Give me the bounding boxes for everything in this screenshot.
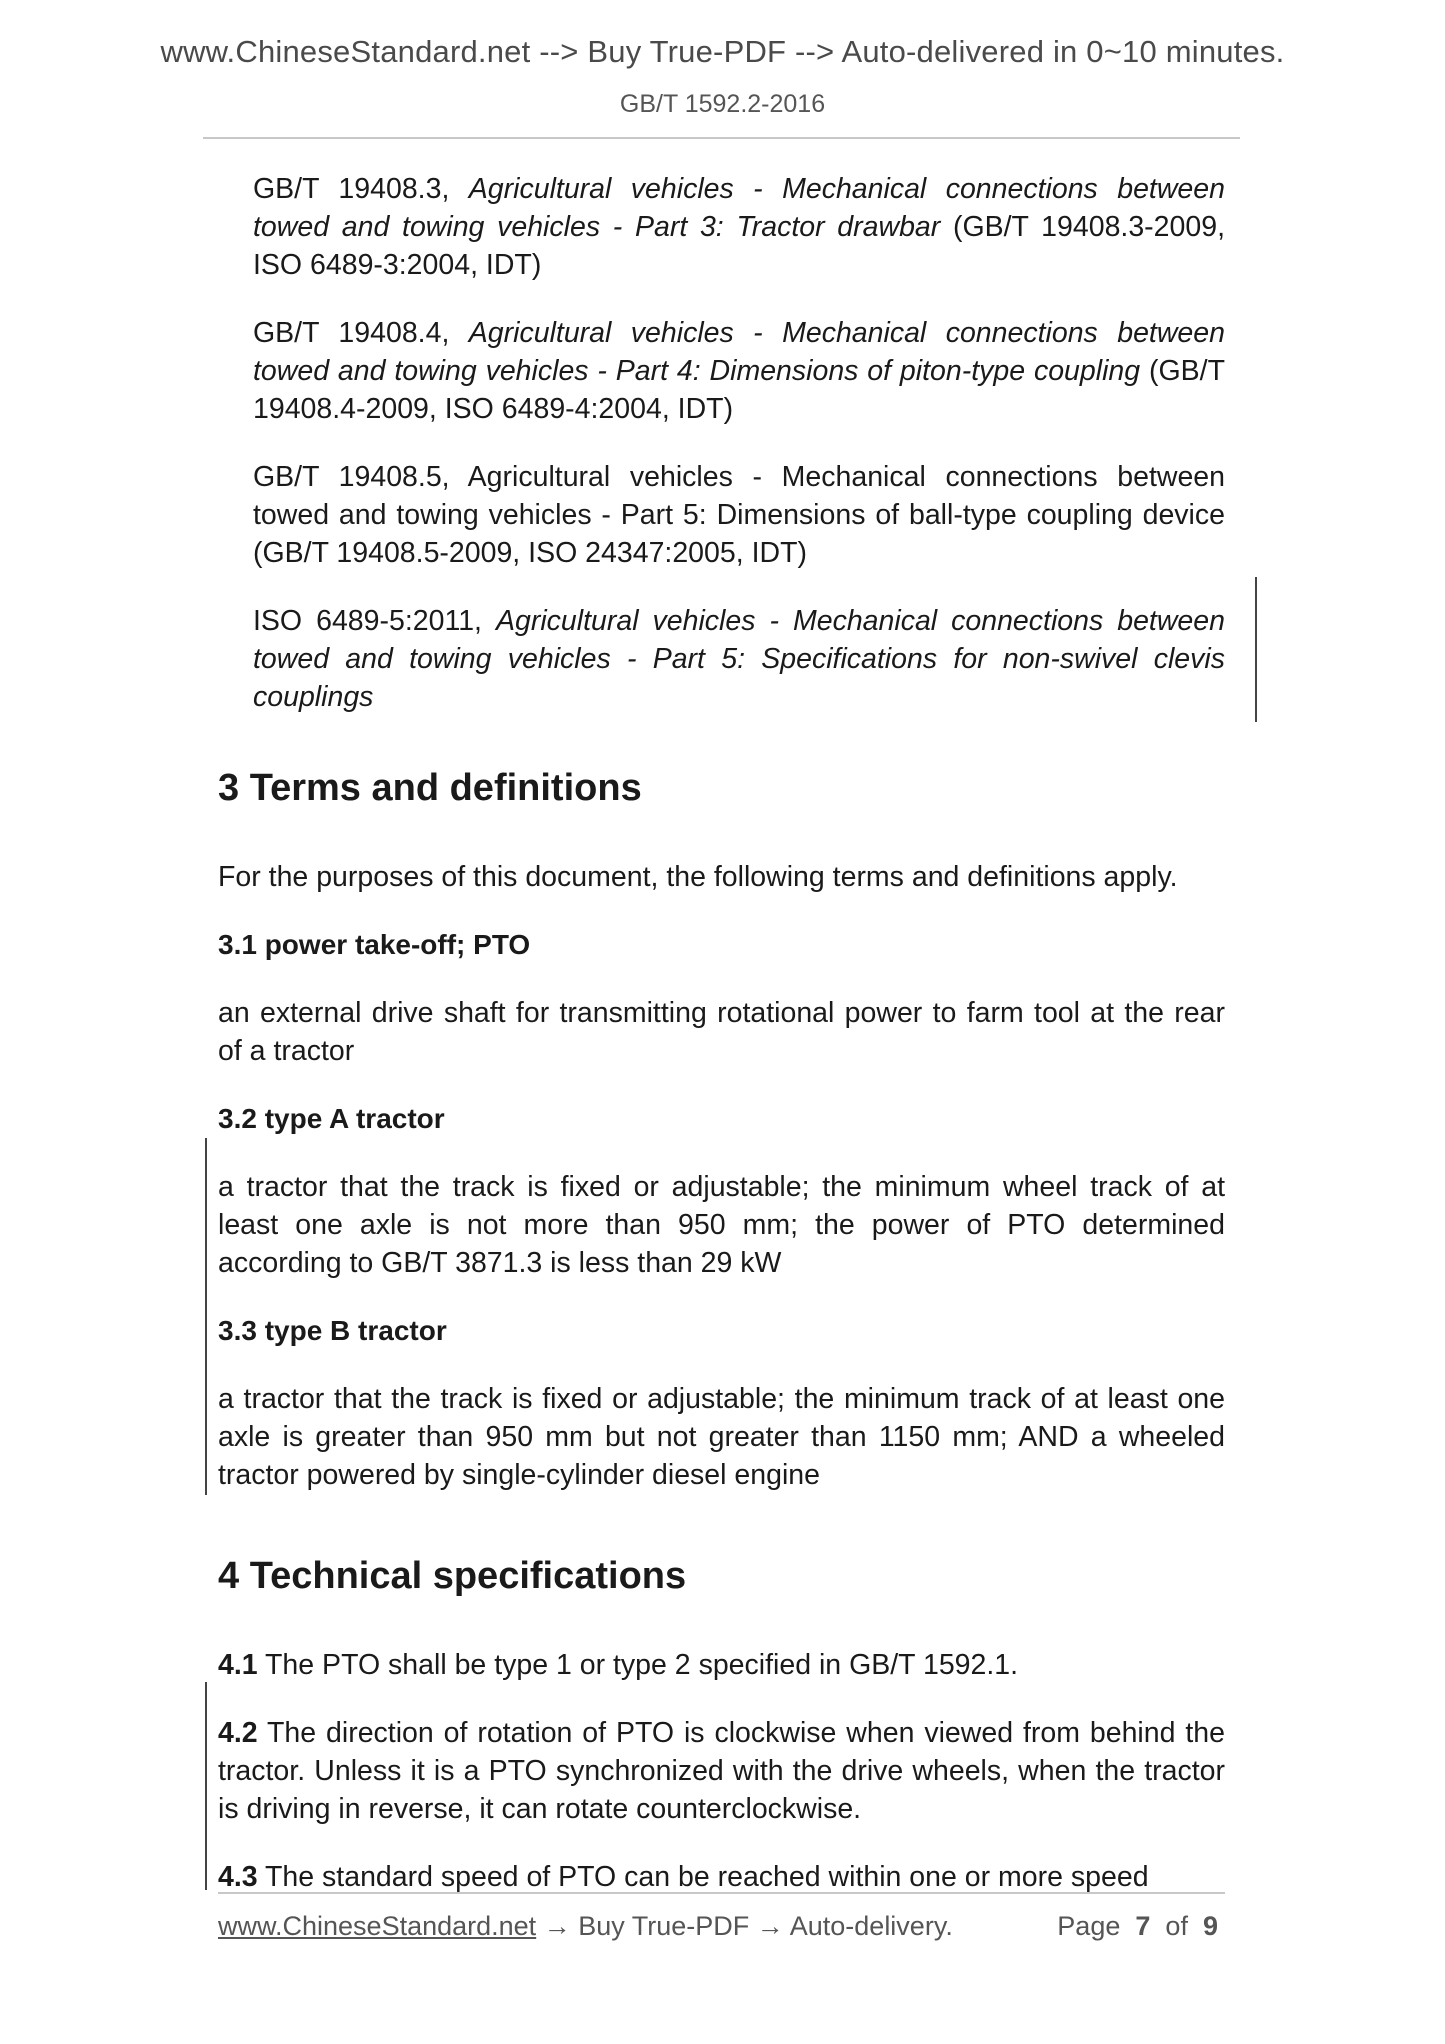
clause-4-3: 4.3 The standard speed of PTO can be reached within one or more speed: [218, 1861, 1149, 1893]
change-bar: [205, 1138, 207, 1495]
term-3-2-heading: 3.2 type A tractor: [218, 1103, 445, 1134]
footer-divider: [218, 1892, 1225, 1894]
footer-link[interactable]: www.ChineseStandard.net: [218, 1911, 537, 1941]
clause-4-2: 4.2 The direction of rotation of PTO is clockwise when viewed from behind the tractor. Unless it is a PTO synchronized with the drive wheels, when the tractor is driving in reverse, it can rotate counterclockwise.: [218, 1717, 1225, 1825]
section-3-intro: For the purposes of this document, the following terms and definitions apply.: [218, 861, 1178, 893]
term-3-3-heading: 3.3 type B tractor: [218, 1315, 447, 1346]
section-4-heading: 4 Technical specifications: [218, 1555, 687, 1597]
reference-iso-6489-5: ISO 6489-5:2011, Agricultural vehicles - Mechanical connections between towed and towing vehicles - Part 5: Specifications for non-swivel clevis couplings: [253, 605, 1225, 713]
reference-gbt-19408-4: GB/T 19408.4, Agricultural vehicles - Mechanical connections between towed and towing vehicles - Part 4: Dimensions of piton-type coupling (GB/T 19408.4-2009, ISO 6489-4:2004, IDT): [253, 317, 1225, 425]
clause-4-1: 4.1 The PTO shall be type 1 or type 2 specified in GB/T 1592.1.: [218, 1649, 1019, 1681]
top-banner: www.ChineseStandard.net --> Buy True-PDF --> Auto-delivered in 0~10 minutes.: [160, 34, 1285, 69]
page-number: Page 7 of 9: [1057, 1911, 1218, 1941]
term-3-1-heading: 3.1 power take-off; PTO: [218, 929, 531, 960]
page-footer: [218, 1908, 1225, 1944]
header-divider: [203, 137, 1240, 139]
change-bar: [1255, 577, 1257, 722]
footer-tagline: → Buy True-PDF → Auto-delivery.: [536, 1911, 953, 1941]
reference-gbt-19408-3: GB/T 19408.3, Agricultural vehicles - Mechanical connections between towed and towing vehicles - Part 3: Tractor drawbar (GB/T 19408.3-2009, ISO 6489-3:2004, IDT): [253, 173, 1225, 281]
reference-gbt-19408-5: GB/T 19408.5, Agricultural vehicles - Mechanical connections between towed and towing vehicles - Part 5: Dimensions of ball-type coupling device (GB/T 19408.5-2009, ISO 24347:2005, IDT): [253, 461, 1225, 569]
term-3-3-definition: a tractor that the track is fixed or adjustable; the minimum track of at least one axle is greater than 950 mm but not greater than 1150 mm; AND a wheeled tractor powered by single-cylinder diesel engine: [218, 1383, 1225, 1491]
term-3-1-definition: an external drive shaft for transmitting rotational power to farm tool at the rear of a tractor: [218, 997, 1225, 1067]
term-3-2-definition: a tractor that the track is fixed or adjustable; the minimum wheel track of at least one axle is not more than 950 mm; the power of PTO determined according to GB/T 3871.3 is less than 29 kW: [218, 1171, 1225, 1279]
change-bar: [205, 1682, 207, 1890]
standard-code: GB/T 1592.2-2016: [619, 90, 826, 118]
section-3-heading: 3 Terms and definitions: [218, 767, 642, 809]
